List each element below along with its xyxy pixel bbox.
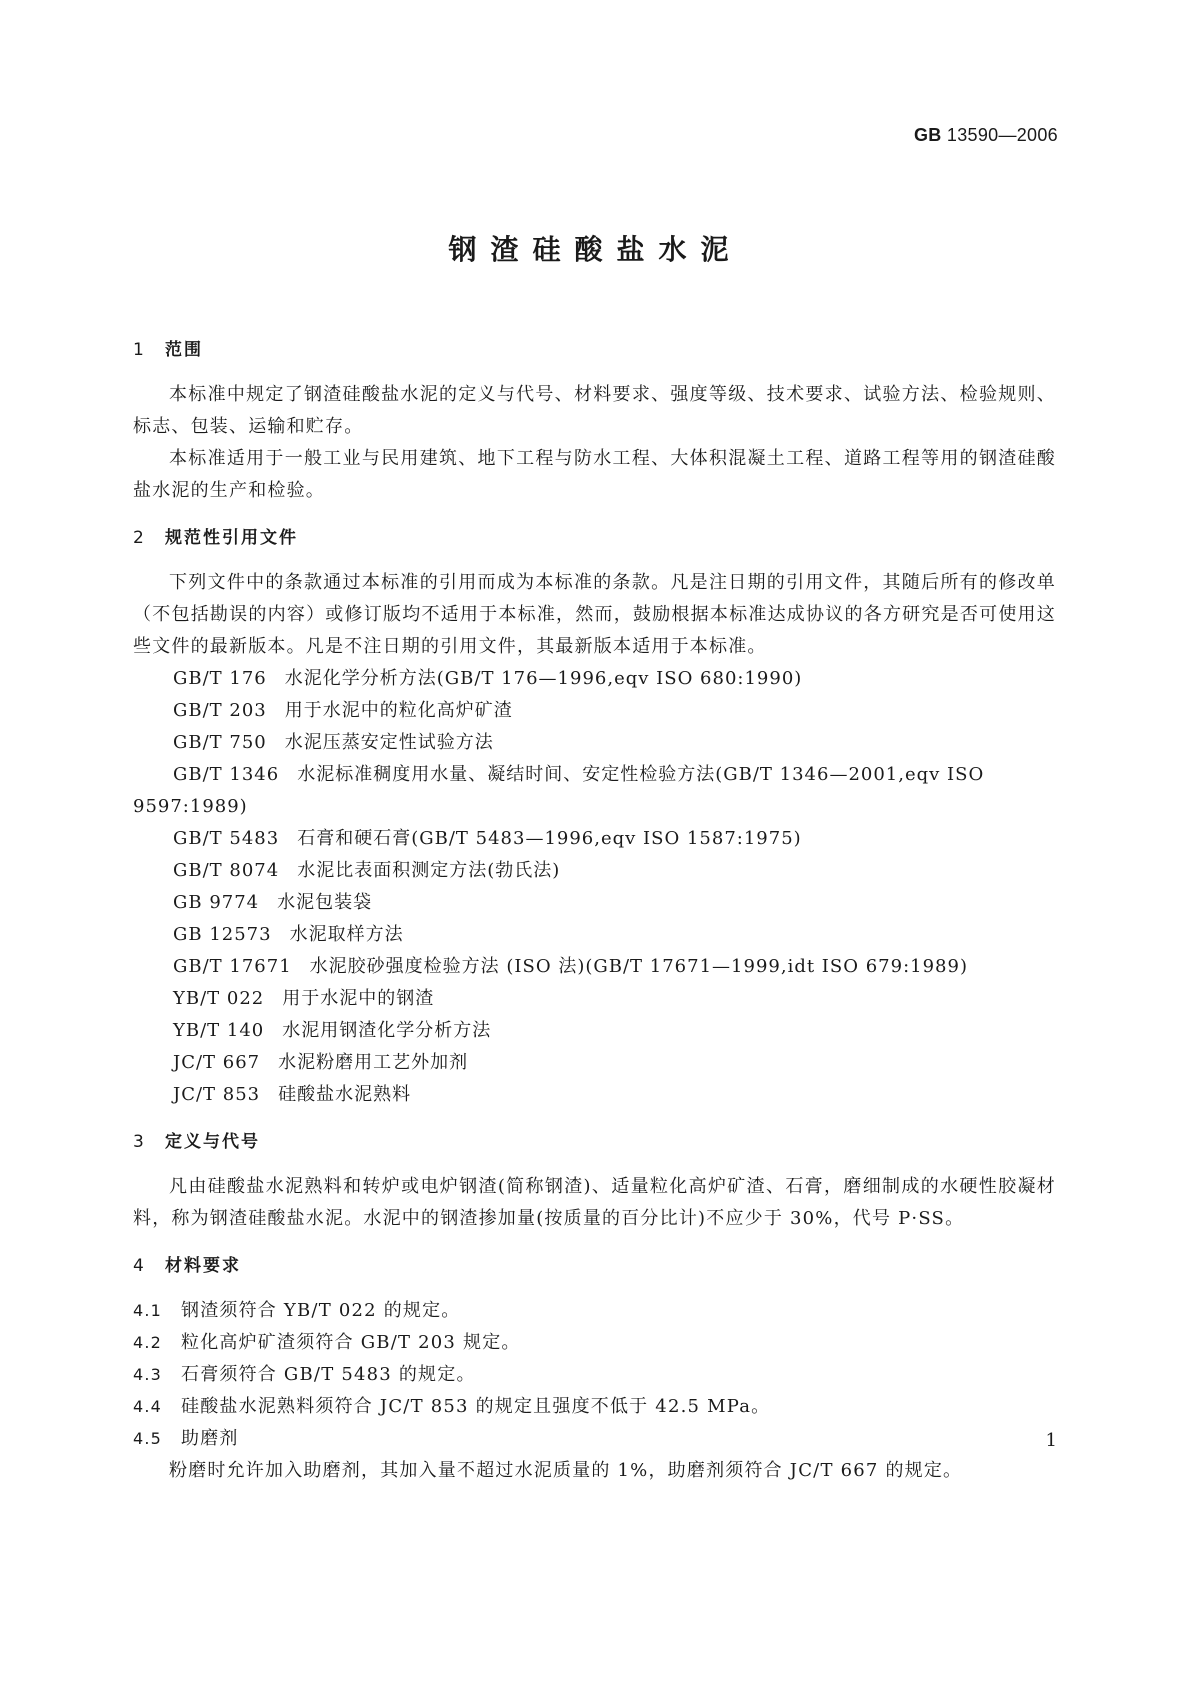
clause-text: 粒化高炉矿渣须符合 GB/T 203 规定。: [181, 1332, 521, 1353]
clause-number: 4.1: [133, 1301, 163, 1320]
reference-code: GB 12573: [173, 924, 272, 945]
clause-number: 4.2: [133, 1333, 163, 1352]
reference-code: GB 9774: [173, 892, 260, 913]
section-heading: [133, 1251, 1056, 1281]
reference-item: [133, 983, 1056, 1015]
reference-code: GB/T 8074: [173, 860, 280, 881]
reference-title: 水泥比表面积测定方法(勃氏法): [297, 860, 561, 881]
section-number: 4: [133, 1256, 146, 1276]
clause-text: 钢渣须符合 YB/T 022 的规定。: [181, 1300, 461, 1321]
reference-item: [133, 1015, 1056, 1047]
reference-item: [133, 727, 1056, 759]
reference-item: [133, 1047, 1056, 1079]
reference-title: 水泥包装袋: [277, 892, 373, 913]
section-normative-references: [133, 523, 1056, 1111]
document-body: [133, 335, 1056, 1503]
clause-text: 石膏须符合 GB/T 5483 的规定。: [181, 1364, 476, 1385]
section-number: 2: [133, 528, 146, 548]
section-materials: [133, 1251, 1056, 1487]
clause-number: 4.3: [133, 1365, 163, 1384]
section-number: 3: [133, 1132, 146, 1152]
reference-title: 水泥粉磨用工艺外加剂: [278, 1052, 469, 1073]
reference-title: 水泥标准稠度用水量、凝结时间、安定性检验方法(GB/T 1346—2001,eqv ISO 9597:1989): [133, 764, 985, 817]
document-title: 钢渣硅酸盐水泥: [448, 233, 743, 266]
clause-item: [133, 1423, 1056, 1455]
section-title: 范围: [165, 340, 203, 360]
reference-title: 用于水泥中的粒化高炉矿渣: [284, 700, 513, 721]
reference-code: JC/T 667: [173, 1052, 261, 1073]
clause-item: [133, 1359, 1056, 1391]
reference-item: [133, 887, 1056, 919]
section-heading: [133, 523, 1056, 553]
reference-code: GB/T 5483: [173, 828, 280, 849]
standard-number-header: [914, 125, 1058, 146]
clause-item: [133, 1391, 1056, 1423]
paragraph: 粉磨时允许加入助磨剂，其加入量不超过水泥质量的 1%，助磨剂须符合 JC/T 667 的规定。: [169, 1460, 963, 1481]
reference-title: 石膏和硬石膏(GB/T 5483—1996,eqv ISO 1587:1975): [297, 828, 802, 849]
paragraph: 本标准适用于一般工业与民用建筑、地下工程与防水工程、大体积混凝土工程、道路工程等用的钢渣硅酸盐水泥的生产和检验。: [133, 448, 1056, 501]
clause-item: [133, 1327, 1056, 1359]
reference-title: 水泥压蒸安定性试验方法: [284, 732, 494, 753]
reference-code: YB/T 022: [173, 988, 265, 1009]
reference-code: GB/T 1346: [173, 764, 280, 785]
reference-code: YB/T 140: [173, 1020, 265, 1041]
standard-prefix: GB: [913, 125, 942, 145]
paragraph: 下列文件中的条款通过本标准的引用而成为本标准的条款。凡是注日期的引用文件，其随后所有的修改单（不包括勘误的内容）或修订版均不适用于本标准，然而，鼓励根据本标准达成协议的各方研究是否可使用这些文件的最新版本。凡是不注日期的引用文件，其最新版本适用于本标准。: [133, 572, 1056, 657]
reference-item: [133, 951, 1056, 983]
clause-text: 助磨剂: [181, 1428, 239, 1449]
clause-number: 4.4: [133, 1397, 163, 1416]
section-title: 材料要求: [165, 1256, 241, 1276]
section-title: 定义与代号: [165, 1132, 260, 1152]
reference-code: JC/T 853: [173, 1084, 261, 1105]
reference-code: GB/T 17671: [173, 956, 292, 977]
reference-title: 用于水泥中的钢渣: [282, 988, 435, 1009]
clause-item: [133, 1295, 1056, 1327]
reference-code: GB/T 176: [173, 668, 267, 689]
reference-item: [133, 663, 1056, 695]
standard-code: 13590—2006: [946, 125, 1058, 145]
section-definition: [133, 1127, 1056, 1235]
reference-item: [133, 919, 1056, 951]
reference-title: 水泥胶砂强度检验方法 (ISO 法)(GB/T 17671—1999,idt ISO 679:1989): [309, 956, 968, 977]
paragraph: 本标准中规定了钢渣硅酸盐水泥的定义与代号、材料要求、强度等级、技术要求、试验方法、检验规则、标志、包装、运输和贮存。: [133, 384, 1056, 437]
section-heading: [133, 335, 1056, 365]
reference-item: [133, 759, 1056, 823]
clause-number: 4.5: [133, 1429, 163, 1448]
reference-title: 水泥取样方法: [289, 924, 404, 945]
section-heading: [133, 1127, 1056, 1157]
reference-code: GB/T 750: [173, 732, 267, 753]
section-title: 规范性引用文件: [165, 528, 298, 548]
clause-text: 硅酸盐水泥熟料须符合 JC/T 853 的规定且强度不低于 42.5 MPa。: [181, 1396, 771, 1417]
section-number: 1: [133, 340, 146, 360]
reference-code: GB/T 203: [173, 700, 267, 721]
reference-item: [133, 1079, 1056, 1111]
paragraph: 凡由硅酸盐水泥熟料和转炉或电炉钢渣(简称钢渣)、适量粒化高炉矿渣、石膏，磨细制成的水硬性胶凝材料，称为钢渣硅酸盐水泥。水泥中的钢渣掺加量(按质量的百分比计)不应少于 30%，代号 P·SS。: [133, 1176, 1056, 1229]
reference-title: 水泥化学分析方法(GB/T 176—1996,eqv ISO 680:1990): [284, 668, 803, 689]
reference-item: [133, 855, 1056, 887]
page-number: 1: [1045, 1430, 1057, 1451]
section-scope: [133, 335, 1056, 507]
reference-item: [133, 823, 1056, 855]
reference-title: 水泥用钢渣化学分析方法: [282, 1020, 492, 1041]
reference-item: [133, 695, 1056, 727]
reference-title: 硅酸盐水泥熟料: [278, 1084, 412, 1105]
